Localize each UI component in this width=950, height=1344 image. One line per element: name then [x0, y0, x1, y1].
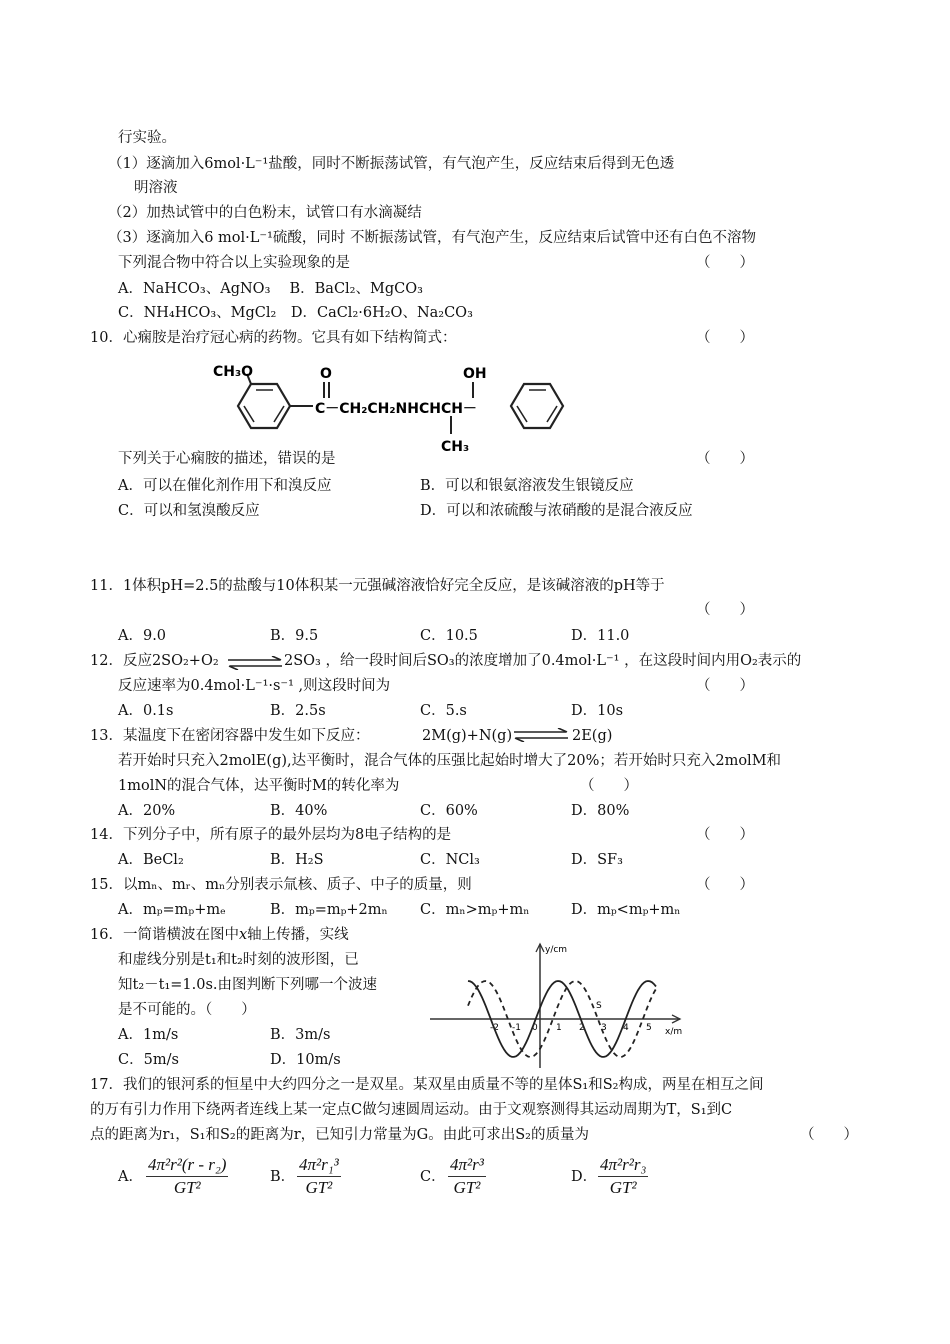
q16-stem-line3: 知t₂－t₁=1.0s.由图判断下列哪一个波速 [118, 977, 378, 993]
tick-label: 3 [601, 1023, 607, 1033]
q17-option-b-label: B． [270, 1169, 296, 1185]
q14-option-a: A．BeCl₂ [118, 852, 184, 868]
q13-stem-line3: 1molN的混合气体，达平衡时M的转化率为 [118, 778, 400, 794]
q16-stem-line4: 是不可能的。（ ） [118, 1002, 256, 1018]
equilibrium-arrow-icon [512, 728, 570, 742]
q13-stem-start: 13．某温度下在密闭容器中发生如下反应： [90, 728, 370, 744]
q12-option-d: D．10s [571, 703, 624, 719]
q15-option-a: A．mₚ=mₚ+mₑ [118, 902, 226, 918]
q9-question: 下列混合物中符合以上实验现象的是 [118, 255, 350, 271]
q10-answer-bracket: （ ） [696, 330, 754, 346]
y-axis-label: y/cm [545, 945, 568, 955]
q11-option-d: D．11.0 [571, 628, 630, 644]
q17-stem-line2: 的万有引力作用下绕两者连线上某一定点C做匀速圆周运动。由于文观察测得其运动周期为T，S₁到C [90, 1102, 733, 1118]
q17-option-c-formula [448, 1154, 486, 1199]
q16-x-variable: x [238, 927, 248, 943]
q14-option-b: B．H₂S [270, 852, 324, 868]
q13-product: 2E(g) [572, 728, 613, 744]
q12-option-a: A．0.1s [118, 703, 174, 719]
q10-answer-bracket-2: （ ） [696, 451, 754, 467]
q11-option-b: B．9.5 [270, 628, 319, 644]
q13-option-d: D．80% [571, 803, 630, 819]
q12-option-c: C．5.s [420, 703, 467, 719]
q14-option-d: D．SF₃ [571, 852, 623, 868]
origin-label: 0 [532, 1023, 538, 1033]
q9-answer-bracket: （ ） [696, 255, 754, 271]
q16-option-c: C．5m/s [118, 1052, 179, 1068]
chain-label: C－CH₂CH₂NHCHCH－ [315, 401, 477, 417]
q15-option-d: D．mₚ<mₚ+mₙ [571, 902, 681, 918]
formula-denominator: GT² [609, 1178, 637, 1197]
q13-option-c: C．60% [420, 803, 478, 819]
q10-option-d: D．可以和浓硫酸与浓硝酸的是混合液反应 [420, 503, 693, 519]
q10-option-a: A．可以在催化剂作用下和溴反应 [118, 478, 332, 494]
q12-stem-start: 12．反应2SO₂+O₂ [90, 653, 219, 669]
q16-option-d: D．10m/s [270, 1052, 341, 1068]
hydroxyl-label: OH [463, 366, 487, 382]
q11-stem: 11．1体积pH=2.5的盐酸与10体积某一元强碱溶液恰好完全反应，是该碱溶液的pH等于 [90, 578, 665, 594]
q17-stem-line1: 17．我们的银河系的恒星中大约四分之一是双星。某双星由质量不等的星体S₁和S₂构成，两星在相互之间 [90, 1077, 764, 1093]
q17-option-a-label: A． [118, 1169, 143, 1185]
methyl-label: CH₃ [441, 439, 470, 455]
q14-option-c: C．NCl₃ [420, 852, 480, 868]
q15-answer-bracket: （ ） [696, 877, 754, 893]
q10-option-c: C．可以和氢溴酸反应 [118, 503, 260, 519]
q17-answer-bracket: （ ） [800, 1127, 858, 1143]
q9-options-cd: C．NH₄HCO₃、MgCl₂ D．CaCl₂·6H₂O、Na₂CO₃ [118, 305, 473, 321]
tick-label: 1 [556, 1023, 562, 1033]
tick-label: 2 [579, 1023, 585, 1033]
q13-option-a: A．20% [118, 803, 176, 819]
q12-option-b: B．2.5s [270, 703, 326, 719]
q17-option-d-formula [598, 1154, 648, 1199]
q11-option-a: A．9.0 [118, 628, 167, 644]
tick-label: -1 [512, 1023, 521, 1033]
q12-stem-line2: 反应速率为0.4mol·L⁻¹·s⁻¹ ,则这段时间为 [118, 678, 391, 694]
q15-stem: 15．以mₙ、mᵣ、mₙ分别表示氚核、质子、中子的质量，则 [90, 877, 472, 893]
q17-option-c-label: C． [420, 1169, 446, 1185]
q9-step-3: （3）逐滴加入6 mol·L⁻¹硫酸，同时 不断振荡试管，有气泡产生，反应结束后试管中还有白色不溶物 [108, 230, 756, 246]
tick-label: -2 [490, 1023, 499, 1033]
q17-stem-line3: 点的距离为r₁，S₁和S₂的距离为r，已知引力常量为G。由此可求出S₂的质量为 [90, 1127, 589, 1143]
q16-stem-part2: 轴上传播，实线 [247, 927, 349, 943]
tick-label: 4 [623, 1023, 629, 1033]
formula-denominator: GT² [453, 1178, 481, 1197]
q16-stem-part1: 16．一简谐横波在图中 [90, 927, 239, 943]
q17-option-a-formula [146, 1154, 228, 1199]
formula-numerator: 4π²r₁³ [297, 1154, 341, 1177]
q10-stem: 10．心痫胺是治疗冠心病的药物。它具有如下结构简式： [90, 330, 457, 346]
q16-option-b: B．3m/s [270, 1027, 331, 1043]
q13-reactants: 2M(g)+N(g) [422, 728, 513, 744]
q9-step-1: （1）逐滴加入6mol·L⁻¹盐酸，同时不断振荡试管，有气泡产生，反应结束后得到无色透 [108, 156, 675, 172]
q14-answer-bracket: （ ） [696, 827, 754, 843]
carbonyl-oxygen-label: O [320, 366, 332, 382]
curve-label: S [596, 1001, 602, 1011]
q16-stem-line1 [90, 925, 349, 945]
q11-answer-bracket: （ ） [696, 602, 754, 618]
q15-option-b: B．mₚ=mₚ+2mₙ [270, 902, 388, 918]
formula-numerator: 4π²r²(r - r₂) [146, 1154, 228, 1177]
formula-numerator: 4π²r²r₃ [598, 1154, 648, 1177]
formula-denominator: GT² [305, 1178, 333, 1197]
q9-step-2: （2）加热试管中的白色粉末，试管口有水滴凝结 [108, 205, 422, 221]
methoxy-label: CH₃O [213, 364, 254, 380]
x-axis-label: x/m [665, 1027, 683, 1037]
structural-formula [205, 358, 575, 458]
q9-step-1-cont: 明溶液 [134, 180, 178, 196]
tick-label: 5 [646, 1023, 652, 1033]
q13-stem-line2: 若开始时只充入2molE(g),达平衡时，混合气体的压强比起始时增大了20%；若开始时只充入2molM和 [118, 753, 782, 769]
q17-option-b-formula [297, 1154, 341, 1199]
q9-text-line: 行实验。 [118, 130, 176, 146]
q12-stem-end: 2SO₃ ，给一段时间后SO₃的浓度增加了0.4mol·L⁻¹ ，在这段时间内用O₂表示的 [284, 653, 802, 669]
q13-option-b: B．40% [270, 803, 328, 819]
q10-option-b: B．可以和银氨溶液发生银镜反应 [420, 478, 634, 494]
q9-options-ab: A．NaHCO₃、AgNO₃ B．BaCl₂、MgCO₃ [118, 281, 423, 297]
q14-stem: 14．下列分子中，所有原子的最外层均为8电子结构的是 [90, 827, 452, 843]
wave-diagram [428, 938, 688, 1073]
equilibrium-arrow-icon [226, 656, 284, 670]
q11-option-c: C．10.5 [420, 628, 478, 644]
q16-option-a: A．1m/s [118, 1027, 179, 1043]
q12-answer-bracket: （ ） [696, 678, 754, 694]
q10-question: 下列关于心痫胺的描述，错误的是 [118, 451, 336, 467]
formula-denominator: GT² [173, 1178, 201, 1197]
q13-answer-bracket: （ ） [580, 778, 638, 794]
q17-option-d-label: D． [571, 1169, 598, 1185]
q16-stem-line2: 和虚线分别是t₁和t₂时刻的波形图，已 [118, 952, 359, 968]
q15-option-c: C．mₙ>mₚ+mₙ [420, 902, 530, 918]
formula-numerator: 4π²r³ [448, 1154, 486, 1177]
